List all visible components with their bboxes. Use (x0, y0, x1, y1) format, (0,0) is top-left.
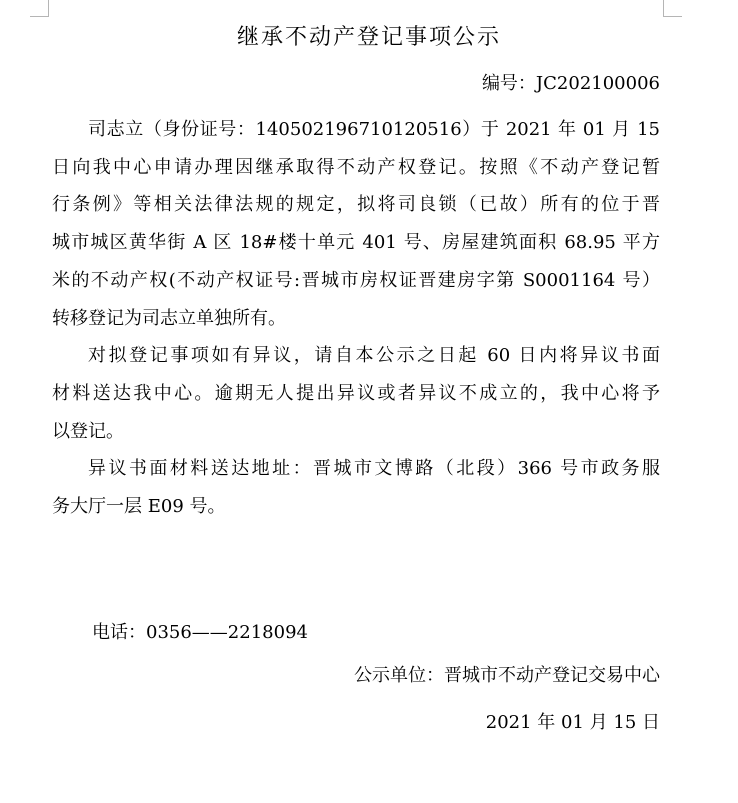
issuing-unit: 公示单位：晋城市不动产登记交易中心 (354, 665, 660, 686)
paragraph-address (52, 450, 660, 525)
paragraph-line: 转移登记为司志立单独所有。 (52, 307, 286, 329)
paragraph-line: 材料送达我中心。逾期无人提出异议或者异议不成立的，我中心将予 (52, 382, 660, 404)
contact-phone: 电话：0356——2218094 (92, 622, 308, 643)
paragraph-line: 城市城区黄华街 A 区 18#楼十单元 401 号、房屋建筑面积 68.95 平方 (52, 232, 660, 254)
document-body (52, 111, 660, 526)
paragraph-line: 务大厅一层 E09 号。 (52, 496, 226, 518)
document-title: 继承不动产登记事项公示 (236, 25, 501, 50)
paragraph-line: 以登记。 (52, 420, 124, 442)
paragraph-line: 对拟登记事项如有异议，请自本公示之日起 60 日内将异议书面 (88, 345, 660, 367)
document-date: 2021 年 01 月 15 日 (485, 712, 660, 733)
paragraph-line: 异议书面材料送达地址：晋城市文博路（北段）366 号市政务服 (88, 458, 660, 480)
paragraph-line: 日向我中心申请办理因继承取得不动产权登记。按照《不动产登记暂 (52, 156, 660, 178)
paragraph-line: 司志立（身份证号：140502196710120516）于 2021 年 01 月 15 (88, 119, 660, 140)
margin-corner-mark-left (30, 0, 49, 17)
paragraph-line: 行条例》等相关法律法规的规定，拟将司良锁（已故）所有的位于晋 (52, 194, 660, 216)
paragraph-line: 米的不动产权(不动产权证号:晋城市房权证晋建房字第 S0001164 号） (52, 269, 660, 291)
paragraph-application (52, 111, 660, 337)
paragraph-objection (52, 337, 660, 450)
margin-corner-mark-right (663, 0, 682, 17)
serial-number: 编号：JC202100006 (481, 73, 660, 94)
